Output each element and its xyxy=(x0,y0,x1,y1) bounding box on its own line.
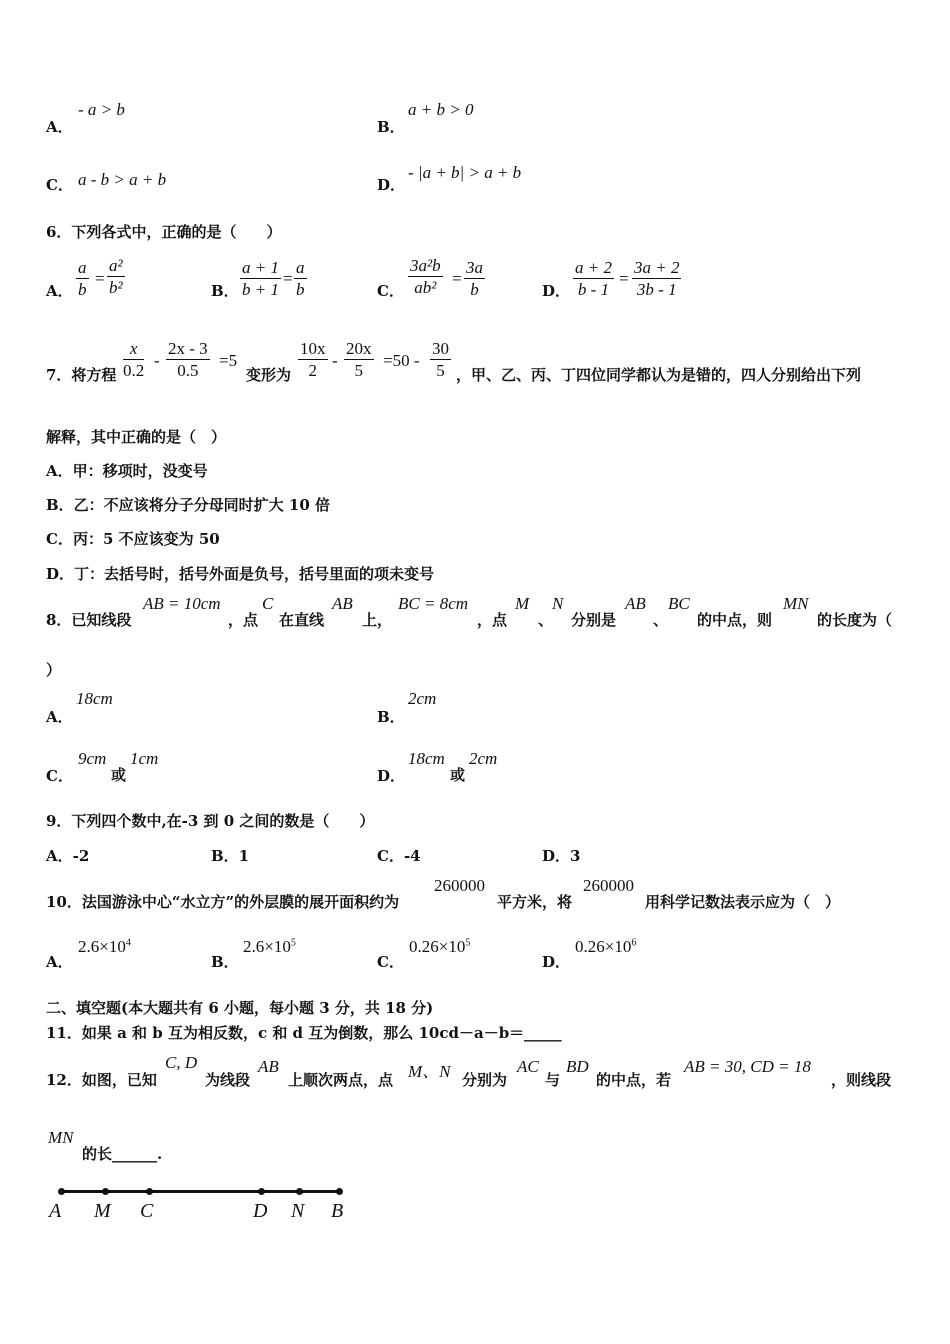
q12-math-7: MN xyxy=(48,1128,74,1147)
q8-option-d-or: 或 xyxy=(450,766,466,784)
q8-math-2: C xyxy=(262,594,274,613)
exponent: 5 xyxy=(465,937,471,949)
q7-fraction-1 xyxy=(123,339,144,382)
q6-stem: 6．下列各式中，正确的是（ ） xyxy=(46,223,282,241)
numerator: 3a + 2 xyxy=(634,258,680,277)
q10-option-b-label: B． xyxy=(211,953,239,971)
numerator: 3a xyxy=(466,258,483,277)
base: 0.26×10 xyxy=(409,937,466,956)
q5-option-b-expr: a + b > 0 xyxy=(408,100,474,119)
q12-text-1: 12．如图，已知 xyxy=(46,1071,157,1089)
exponent: 4 xyxy=(125,937,131,949)
q6-a-left-fraction xyxy=(76,258,89,301)
q8-math-6: N xyxy=(552,594,564,613)
point-d-label: D xyxy=(253,1200,268,1222)
q10-text-2: 平方米，将 xyxy=(497,893,573,911)
denominator: 5 xyxy=(354,361,363,380)
q8-option-b-label: B． xyxy=(377,708,405,726)
q12-text-4: 分别为 xyxy=(462,1071,508,1089)
q12-math-6: AB = 30, CD = 18 xyxy=(684,1057,811,1076)
numerator: a + 2 xyxy=(575,258,612,277)
q12-text-2: 为线段 xyxy=(205,1071,251,1089)
equals-sign: = xyxy=(283,269,293,288)
q8-math-7: AB xyxy=(625,594,646,613)
q8-option-c-expr-2: 1cm xyxy=(130,749,159,768)
q7-mid: 变形为 xyxy=(246,366,292,384)
denominator: ab² xyxy=(414,278,437,297)
q8-option-c-or: 或 xyxy=(111,766,127,784)
q8-text-7: 分别是 xyxy=(571,611,617,629)
q8-text-2: ，点 xyxy=(228,611,259,629)
q7-option-b: B．乙：不应该将分子分母同时扩大 10 倍 xyxy=(46,496,330,514)
q8-option-c-expr-1: 9cm xyxy=(78,749,107,768)
section-title: 二、填空题(本大题共有 6 小题，每小题 3 分，共 18 分) xyxy=(46,999,434,1017)
numerator: 10x xyxy=(300,339,326,358)
numerator: a xyxy=(78,258,87,277)
q7-equals-50: =50 - xyxy=(383,351,420,370)
q8-text-10: 的长度为（ xyxy=(817,611,893,629)
point-n-dot xyxy=(296,1188,303,1195)
q8-math-5: M xyxy=(515,594,530,613)
point-m-dot xyxy=(102,1188,109,1195)
point-n-label: N xyxy=(291,1200,305,1222)
q7-fraction-2 xyxy=(166,339,210,382)
denominator: 5 xyxy=(436,361,445,380)
equals-sign: = xyxy=(619,269,629,288)
base: 2.6×10 xyxy=(243,937,291,956)
q7-option-a: A．甲：移项时，没变号 xyxy=(46,462,208,480)
q8-text-3: 在直线 xyxy=(279,611,325,629)
denominator: 2 xyxy=(308,361,317,380)
q10-text-1: 10．法国游泳中心“水立方”的外层膜的展开面积约为 xyxy=(46,893,400,911)
q5-option-c-label: C． xyxy=(46,176,73,194)
q8-option-d-label: D． xyxy=(377,767,406,785)
q12-math-3: M、N xyxy=(408,1062,451,1081)
minus-sign: - xyxy=(332,351,338,370)
point-c-dot xyxy=(146,1188,153,1195)
q9-option-a: A．-2 xyxy=(46,847,90,865)
equals-sign: = xyxy=(452,269,462,288)
q6-option-b-label: B． xyxy=(211,282,239,300)
q6-c-right-fraction xyxy=(464,258,485,301)
denominator: b + 1 xyxy=(242,280,279,299)
q12-text-6: 的中点，若 xyxy=(596,1071,672,1089)
denominator: 3b - 1 xyxy=(636,280,677,299)
q8-option-a-expr: 18cm xyxy=(76,689,113,708)
q8-text-1: 8．已知线段 xyxy=(46,611,132,629)
q7-suffix: ，甲、乙、丙、丁四位同学都认为是错的，四人分别给出下列 xyxy=(456,366,862,384)
q12-text-8: 的长______. xyxy=(82,1145,163,1163)
q6-c-left-fraction xyxy=(408,256,443,299)
q10-option-d-label: D． xyxy=(542,953,571,971)
q8-option-a-label: A． xyxy=(46,708,73,726)
numerator: 3a²b xyxy=(410,256,441,275)
q12-text-3: 上顺次两点，点 xyxy=(288,1071,394,1089)
q10-option-c-label: C． xyxy=(377,953,404,971)
q8-math-3: AB xyxy=(332,594,353,613)
numerator: 30 xyxy=(432,339,449,358)
point-b-dot xyxy=(336,1188,343,1195)
q7-fraction-4 xyxy=(344,339,374,382)
denominator: b xyxy=(470,280,479,299)
q7-fraction-5 xyxy=(430,339,451,382)
q12-math-4: AC xyxy=(517,1057,539,1076)
denominator: 0.2 xyxy=(123,361,145,380)
q8-text-9: 的中点，则 xyxy=(697,611,773,629)
q8-text-8: 、 xyxy=(653,611,669,629)
q8-option-d-expr-2: 2cm xyxy=(469,749,498,768)
q5-option-d-label: D． xyxy=(377,176,406,194)
q11-text: 11．如果 a 和 b 互为相反数，c 和 d 互为倒数，那么 10cd－a－b＝_____ xyxy=(46,1024,562,1042)
q7-equals-5: =5 xyxy=(219,351,238,370)
q10-option-c-expr xyxy=(409,937,470,957)
q7-prefix: 7．将方程 xyxy=(46,366,117,384)
q7-option-c: C．丙：5 不应该变为 50 xyxy=(46,530,220,548)
denominator: 0.5 xyxy=(177,361,199,380)
q10-option-b-expr xyxy=(243,937,296,957)
numerator: 20x xyxy=(346,339,372,358)
numerator: a xyxy=(296,258,305,277)
q8-math-9: MN xyxy=(783,594,809,613)
point-m-label: M xyxy=(94,1200,111,1222)
point-b-label: B xyxy=(331,1200,344,1222)
q5-option-c-expr: a - b > a + b xyxy=(78,170,167,189)
q10-number-2: 260000 xyxy=(583,876,634,895)
q8-text-5: ，点 xyxy=(477,611,508,629)
q5-option-a-expr: - a > b xyxy=(78,100,125,119)
point-d-dot xyxy=(258,1188,265,1195)
q8-text-6: 、 xyxy=(538,611,554,629)
q12-math-1: C, D xyxy=(165,1053,198,1072)
q9-option-c: C．-4 xyxy=(377,847,421,865)
q8-close-paren: ） xyxy=(46,661,62,679)
q8-math-1: AB = 10cm xyxy=(143,594,221,613)
denominator: b - 1 xyxy=(577,280,610,299)
point-c-label: C xyxy=(140,1200,154,1222)
base: 0.26×10 xyxy=(575,937,632,956)
exponent: 5 xyxy=(290,937,296,949)
denominator: b xyxy=(296,280,305,299)
q5-option-d-expr: - |a + b| > a + b xyxy=(408,163,522,182)
minus-sign: - xyxy=(154,351,160,370)
q8-option-d-expr-1: 18cm xyxy=(408,749,445,768)
numerator: x xyxy=(123,339,144,360)
equals-sign: = xyxy=(95,269,105,288)
q12-math-2: AB xyxy=(258,1057,279,1076)
q10-number-1: 260000 xyxy=(434,876,485,895)
q6-d-right-fraction xyxy=(632,258,681,301)
q8-math-8: BC xyxy=(668,594,690,613)
q9-option-b: B．1 xyxy=(211,847,250,865)
q6-b-right-fraction xyxy=(294,258,307,301)
denominator: b xyxy=(78,280,87,299)
q8-option-c-label: C． xyxy=(46,767,73,785)
numerator: a² xyxy=(109,256,123,275)
q10-text-3: 用科学记数法表示应为（ ） xyxy=(645,893,841,911)
q12-text-5: 与 xyxy=(545,1071,561,1089)
q6-d-left-fraction xyxy=(573,258,614,301)
q8-math-4: BC = 8cm xyxy=(398,594,469,613)
q8-text-4: 上， xyxy=(362,611,393,629)
q6-b-left-fraction xyxy=(240,258,281,301)
base: 2.6×10 xyxy=(78,937,126,956)
q6-option-a-label: A． xyxy=(46,282,73,300)
q7-line2: 解释，其中正确的是（ ） xyxy=(46,428,227,446)
q8-option-b-expr: 2cm xyxy=(408,689,437,708)
q5-option-b-label: B． xyxy=(377,118,405,136)
q10-option-a-expr xyxy=(78,937,131,957)
q7-fraction-3 xyxy=(298,339,328,382)
denominator: b² xyxy=(109,278,123,297)
q9-stem: 9．下列四个数中,在-3 到 0 之间的数是（ ） xyxy=(46,812,375,830)
exponent: 6 xyxy=(631,937,637,949)
point-a-label: A xyxy=(49,1200,62,1222)
q12-math-5: BD xyxy=(566,1057,589,1076)
q10-option-a-label: A． xyxy=(46,953,73,971)
q5-option-a-label: A． xyxy=(46,118,73,136)
point-a-dot xyxy=(58,1188,65,1195)
numerator: 2x - 3 xyxy=(168,339,208,358)
q6-option-d-label: D． xyxy=(542,282,571,300)
q9-option-d: D．3 xyxy=(542,847,581,865)
q7-option-d: D．丁：去括号时，括号外面是负号，括号里面的项未变号 xyxy=(46,565,435,583)
q6-a-right-fraction xyxy=(107,256,125,299)
q12-text-7: ，则线段 xyxy=(831,1071,892,1089)
q10-option-d-expr xyxy=(575,937,636,957)
q6-option-c-label: C． xyxy=(377,282,404,300)
numerator: a + 1 xyxy=(242,258,279,277)
